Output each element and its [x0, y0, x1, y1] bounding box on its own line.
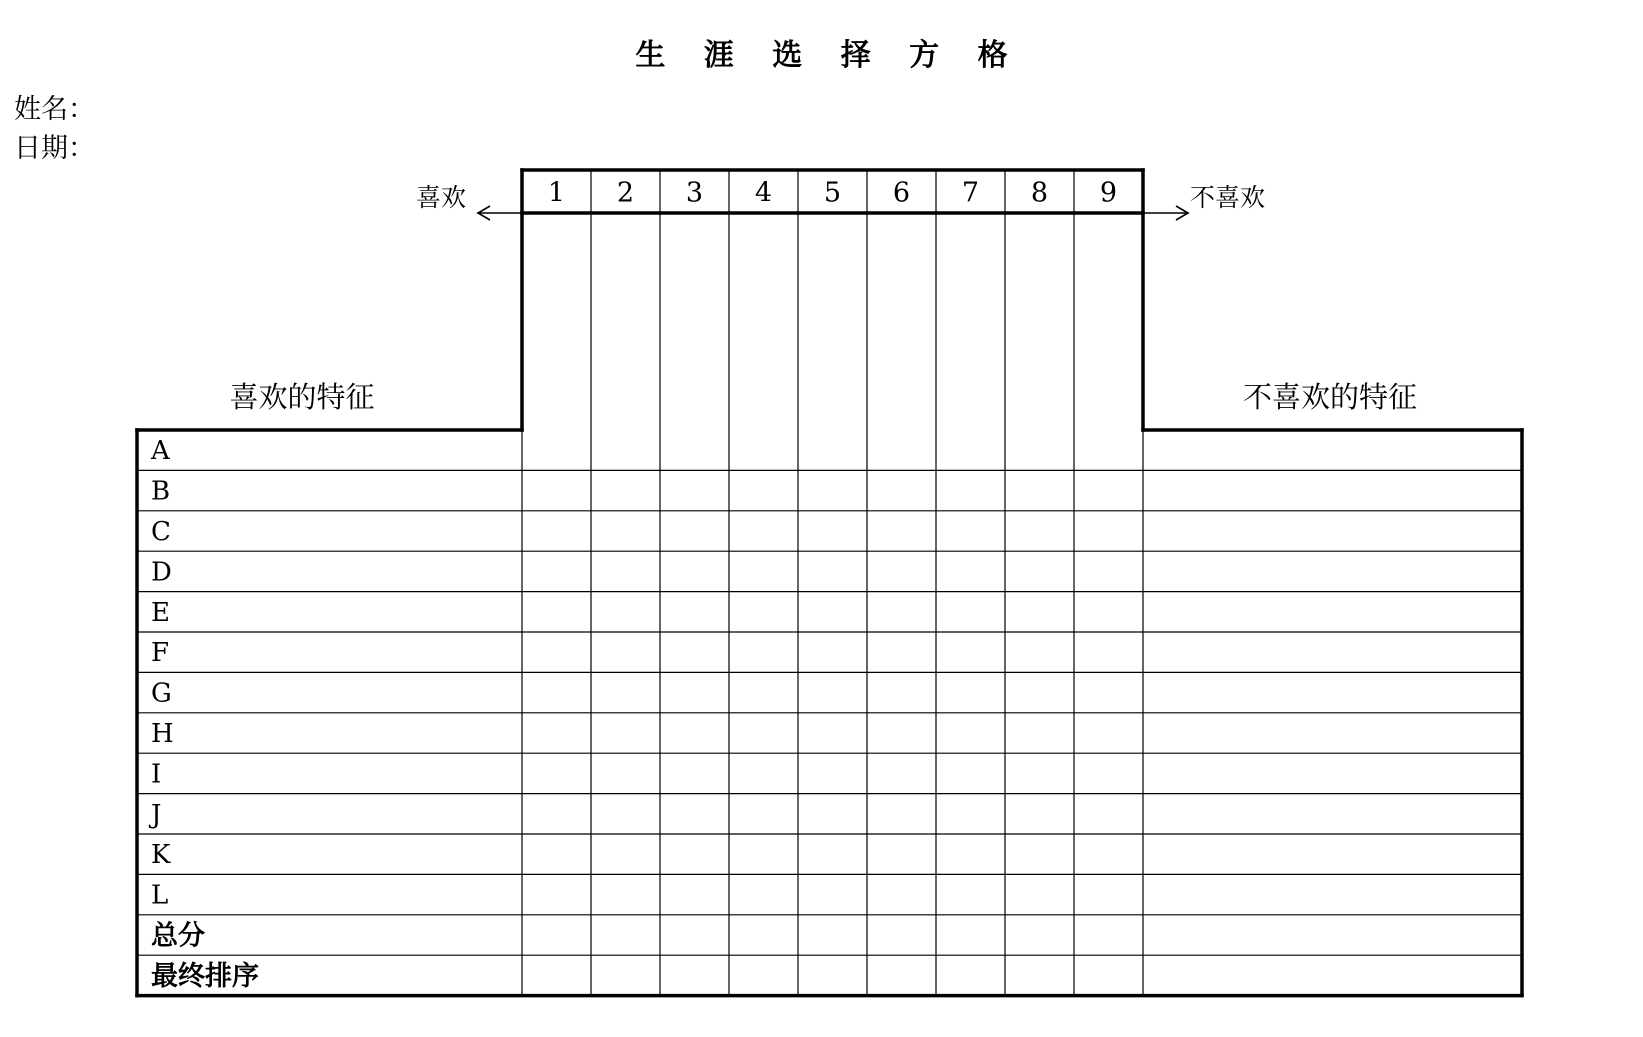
column-number: 8 — [1030, 177, 1049, 209]
column-number: 1 — [547, 177, 566, 209]
total-score-label: 总分 — [151, 920, 205, 952]
page-title: 生 涯 选 择 方 格 — [635, 38, 1022, 73]
like-scale-label: 喜欢 — [416, 183, 467, 212]
row-label: F — [151, 638, 170, 669]
column-number: 7 — [961, 177, 980, 209]
column-number: 5 — [823, 177, 842, 209]
column-number: 3 — [685, 177, 704, 209]
row-label: K — [151, 840, 171, 871]
name-label: 姓名： — [14, 94, 95, 125]
row-label: C — [151, 517, 171, 547]
like-traits-heading: 喜欢的特征 — [229, 380, 375, 414]
row-label: E — [151, 597, 170, 628]
date-label: 日期： — [14, 133, 95, 164]
row-label: B — [151, 476, 171, 507]
row-label: G — [151, 678, 172, 709]
row-label: I — [151, 759, 162, 790]
row-label: H — [151, 719, 174, 749]
row-label: A — [151, 436, 170, 467]
dislike-scale-label: 不喜欢 — [1190, 183, 1266, 212]
column-number: 6 — [892, 177, 911, 209]
dislike-traits-heading: 不喜欢的特征 — [1242, 380, 1417, 414]
column-number: 2 — [616, 177, 635, 209]
column-number: 9 — [1099, 177, 1118, 209]
column-number: 4 — [754, 177, 773, 209]
row-label: D — [151, 557, 172, 588]
row-label: L — [151, 880, 169, 911]
final-ranking-label: 最终排序 — [151, 960, 259, 992]
row-label: J — [151, 799, 162, 830]
